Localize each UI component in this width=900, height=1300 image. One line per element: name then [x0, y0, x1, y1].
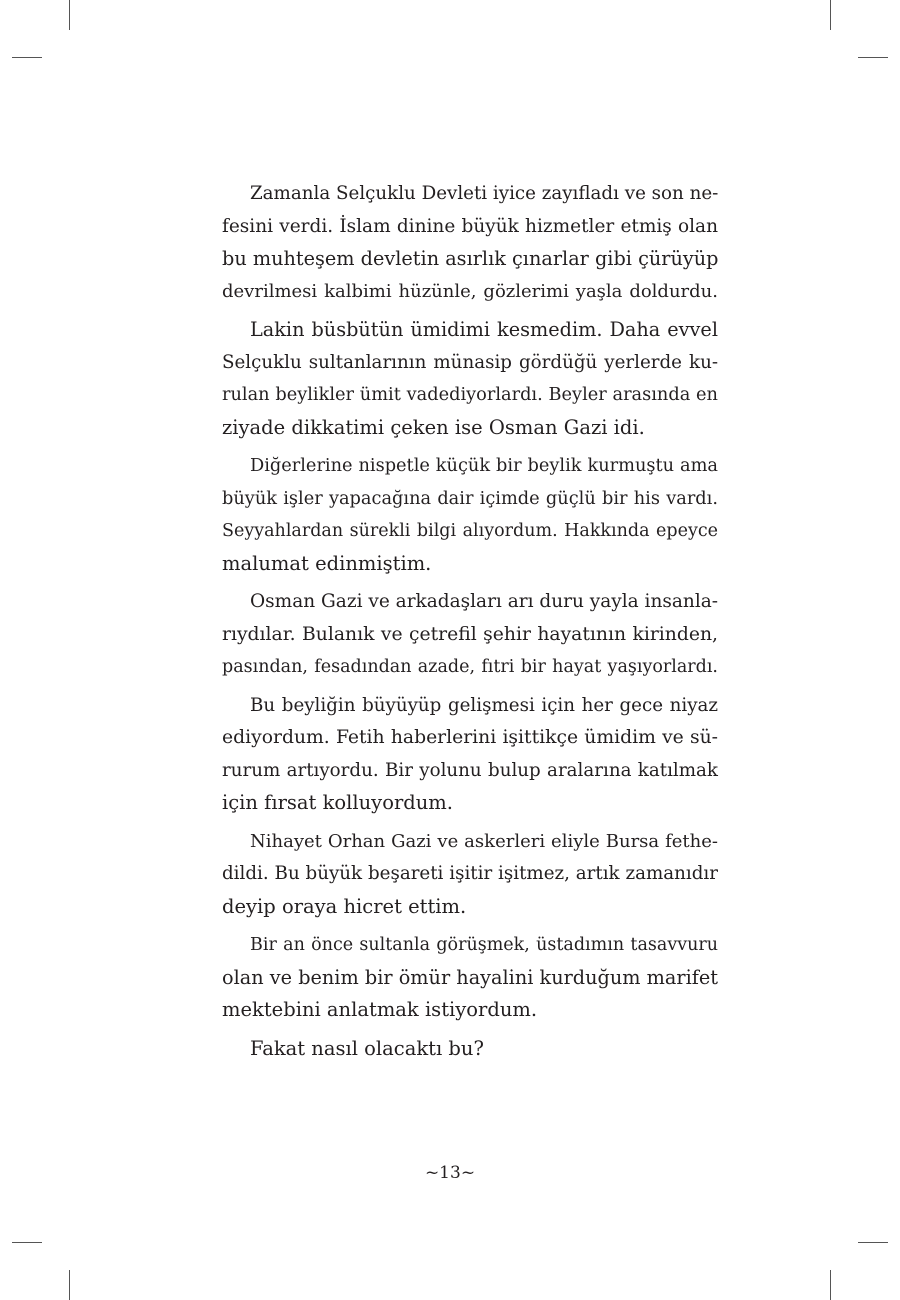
crop-mark-top-left-vertical — [69, 0, 70, 30]
paragraph-4 — [222, 586, 718, 684]
text-line: rıydılar. Bulanık ve çetrefil şehir hayatının kirinden, — [222, 623, 718, 645]
paragraph-6 — [222, 826, 718, 924]
text-line: pasından, fesadından azade, fıtri bir hayat yaşıyorlardı. — [222, 657, 718, 677]
text-line: Fakat nasıl olacaktı bu? — [250, 1036, 484, 1060]
crop-mark-bottom-left-horizontal — [12, 1242, 42, 1243]
paragraph-5 — [222, 690, 718, 820]
text-line: için fırsat kolluyordum. — [222, 791, 453, 814]
text-line: Selçuklu sultanlarının münasip gördüğü yerlerde ku- — [222, 351, 718, 373]
text-line: deyip oraya hicret ettim. — [222, 894, 467, 918]
paragraph-8 — [222, 1033, 718, 1066]
text-line: ziyade dikkatimi çeken ise Osman Gazi idi. — [222, 415, 645, 439]
text-line: bu muhteşem devletin asırlık çınarlar gibi çürüyüp — [222, 247, 719, 270]
text-line: dildi. Bu büyük beşareti işitir işitmez, artık zamanıdır — [222, 863, 718, 884]
crop-mark-top-right-vertical — [830, 0, 831, 30]
text-line: Bu beyliğin büyüyüp gelişmesi için her gece niyaz — [250, 694, 718, 716]
paragraph-7 — [222, 929, 718, 1027]
crop-mark-bottom-right-vertical — [830, 1270, 831, 1300]
crop-mark-bottom-left-vertical — [69, 1270, 70, 1300]
body-text — [222, 178, 718, 1071]
crop-mark-top-right-horizontal — [858, 57, 888, 58]
paragraph-2 — [222, 314, 718, 444]
text-line: Bir an önce sultanla görüşmek, üstadımın tasavvuru — [250, 935, 718, 955]
text-line: rurum artıyordu. Bir yolunu bulup aralarına katılmak — [222, 759, 718, 781]
text-line: Zamanla Selçuklu Devleti iyice zayıfladı ve son ne- — [250, 183, 719, 204]
text-line: olan ve benim bir ömür hayalini kurduğum marifet — [222, 965, 718, 989]
text-line: rulan beylikler ümit vadediyorlardı. Beyler arasında en — [222, 385, 718, 405]
page-number: ~13~ — [424, 1163, 476, 1183]
text-line: Lakin büsbütün ümidimi kesmedim. Daha evvel — [250, 318, 718, 341]
paragraph-3 — [222, 450, 718, 580]
text-line: Diğerlerine nispetle küçük bir beylik kurmuştu ama — [250, 456, 718, 476]
text-line: ediyordum. Fetih haberlerini işittikçe ümidim ve sü- — [222, 727, 718, 748]
paragraph-1 — [222, 178, 718, 308]
text-line: büyük işler yapacağına dair içimde güçlü bir his vardı. — [222, 488, 718, 509]
text-line: Osman Gazi ve arkadaşları arı duru yayla insanla- — [250, 591, 719, 612]
text-line: fesini verdi. İslam dinine büyük hizmetler etmiş olan — [222, 215, 718, 237]
text-line: malumat edinmiştim. — [222, 551, 432, 575]
crop-mark-bottom-right-horizontal — [858, 1242, 888, 1243]
text-line: Seyyahlardan sürekli bilgi alıyordum. Hakkında epeyce — [222, 521, 718, 541]
text-line: Nihayet Orhan Gazi ve askerleri eliyle Bursa fethe- — [250, 830, 718, 852]
crop-mark-top-left-horizontal — [12, 57, 42, 58]
text-line: mektebini anlatmak istiyordum. — [222, 998, 538, 1021]
text-line: devrilmesi kalbimi hüzünle, gözlerimi yaşla doldurdu. — [222, 280, 718, 302]
